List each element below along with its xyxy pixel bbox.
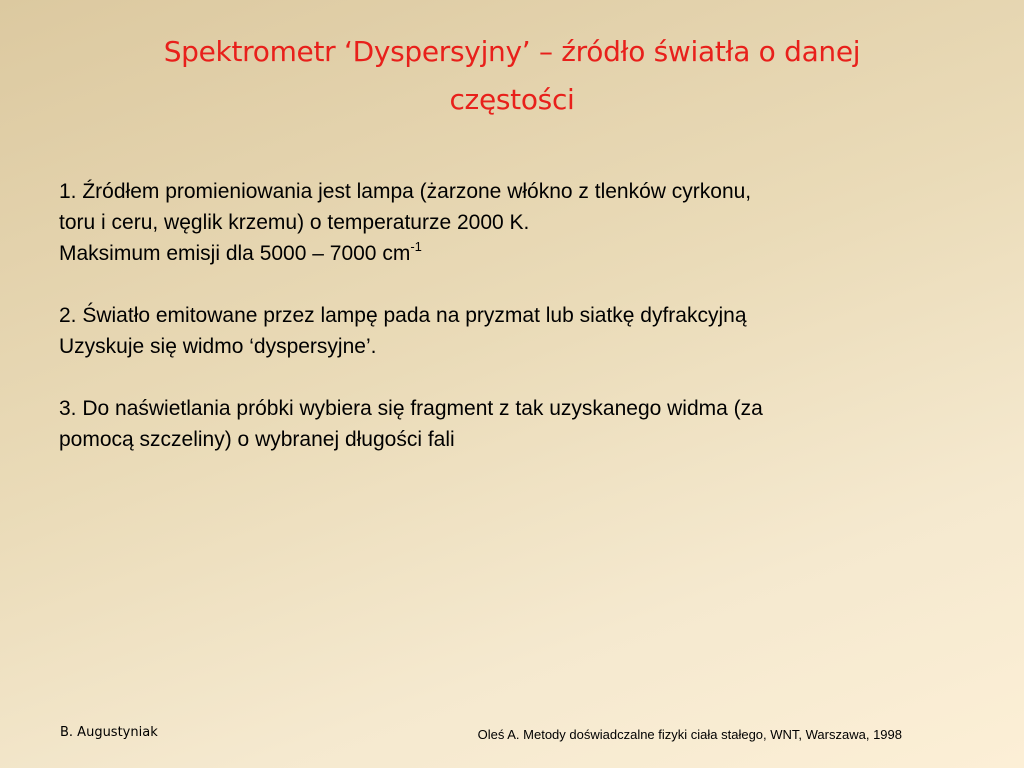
paragraph-1-line-1: 1. Źródłem promieniowania jest lampa (żarzone włókno z tlenków cyrkonu, bbox=[59, 180, 752, 203]
slide-body bbox=[59, 176, 959, 486]
paragraph-2-line-2: Uzyskuje się widmo ‘dyspersyjne’. bbox=[59, 335, 377, 358]
paragraph-1-line-2: toru i ceru, węglik krzemu) o temperaturze 2000 K. bbox=[59, 211, 530, 234]
paragraph-2-line-1: 2. Światło emitowane przez lampę pada na pryzmat lub siatkę dyfrakcyjną bbox=[59, 304, 747, 327]
slide-title bbox=[60, 28, 964, 124]
emission-maximum-text: Maksimum emisji dla 5000 – 7000 cm bbox=[59, 242, 411, 265]
paragraph-1 bbox=[59, 176, 959, 269]
footer-reference: Oleś A. Metody doświadczalne fizyki ciała stałego, WNT, Warszawa, 1998 bbox=[477, 727, 902, 742]
footer-author: B. Augustyniak bbox=[60, 725, 158, 740]
paragraph-3 bbox=[59, 393, 959, 455]
paragraph-2 bbox=[59, 300, 959, 362]
unit-exponent: -1 bbox=[410, 239, 422, 254]
paragraph-1-line-3 bbox=[59, 238, 959, 269]
paragraph-3-line-2: pomocą szczeliny) o wybranej długości fali bbox=[59, 428, 455, 451]
slide-title-line-1: Spektrometr ‘Dyspersyjny’ – źródło światła o danej bbox=[163, 35, 861, 68]
paragraph-3-line-1: 3. Do naświetlania próbki wybiera się fragment z tak uzyskanego widma (za bbox=[59, 397, 763, 420]
slide-title-line-2: częstości bbox=[449, 83, 575, 116]
